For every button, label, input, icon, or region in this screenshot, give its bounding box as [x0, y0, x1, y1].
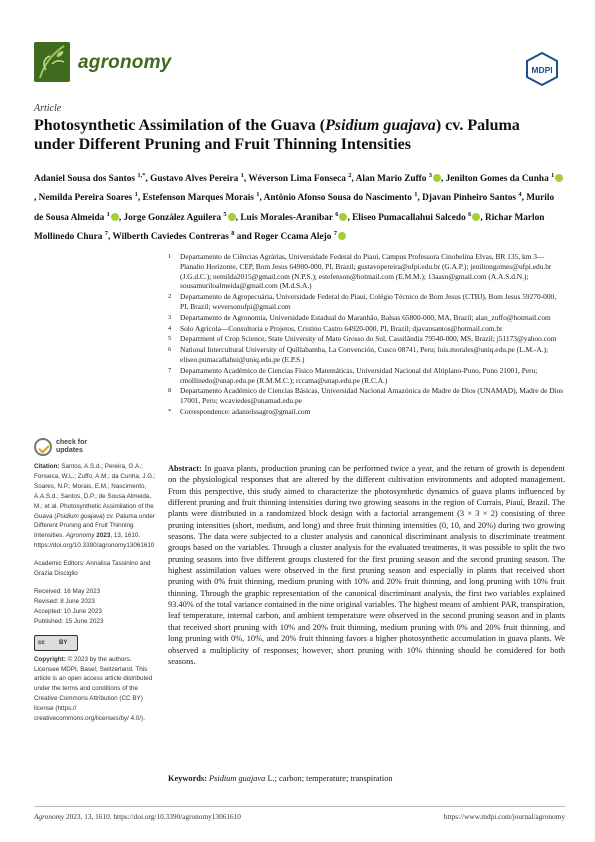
mdpi-logo-icon	[525, 52, 559, 86]
affiliation-text: National Intercultural University of Quillabamba, La Convención, Cusco 08741, Peru; luis.morales@uniq.edu.pe (L.M.-A.); eliseo.pumacallahui@uniq.edu.pe (E.P.S.)	[180, 345, 549, 364]
orcid-icon[interactable]	[111, 213, 119, 221]
footer-divider	[34, 806, 565, 807]
affiliation-number: 3	[168, 313, 172, 321]
affiliation-text: Departamento de Ciências Agrárias, Universidade Federal do Piauí, Campus Professora Cinobelina Elvas, BR 135, km 3—Planalto Horizonte, CEP, Bom Jesus 64900-000, PI, Brazil; gustavopereira@ufpi.edu.br (G.A.P.); jeniltongomes@ufpi.edu.br (J.G.d.C.); nemilda2015@gmail.com (N.P.S.); estefenson@hotmail.com (E.M.M.); 13aasn@gmail.com (A.A.S.d.N.); sousamuriloalmeida@gmail.com (M.d.S.A.)	[180, 252, 552, 291]
author-name: Estefenson Marques Morais $^1$	[142, 191, 260, 204]
author-affiliation-marker: 2	[348, 172, 352, 179]
date-accepted: Accepted: 10 June 2023	[34, 607, 102, 615]
orcid-icon[interactable]	[472, 213, 480, 221]
author-name: Antônio Afonso Sousa do Nascimento $^1$	[263, 191, 418, 204]
orcid-icon[interactable]	[228, 213, 236, 221]
affiliation-item	[168, 366, 564, 386]
author-affiliation-marker: 1,*	[137, 172, 146, 179]
author-affiliation-marker: 7	[333, 229, 337, 237]
affiliation-text: Departamento de Agropecuária, Universidade Federal do Piauí, Colégio Técnico de Bom Jesus (CTBJ), Bom Jesus 59270-000, PI, Brazil; weversonufpi@gmail.com	[180, 292, 557, 311]
date-received: Received: 16 May 2023	[34, 587, 101, 595]
author-name: Nemilda Pereira Soares $^1$	[38, 191, 138, 204]
affiliation-text: Correspondence: adanielssagro@gmail.com	[180, 406, 311, 416]
affiliation-number: 5	[168, 335, 172, 343]
author-affiliation-marker: 1	[134, 191, 138, 199]
sidebar	[34, 462, 156, 732]
check-updates-line2: updates	[56, 447, 83, 454]
affiliation-text: Departamento Académico de Ciencias Físico Matemáticas, Universidad Nacional del Altiplano-Puno, Puno 21001, Peru; rmollinedo@unap.edu.pe (R.M.M.C.); rccama@unap.edu.pe (R.C.A.)	[180, 365, 538, 385]
author-list: Adaniel Sousa dos Santos $^{1,*}$, Gustavo Alves Pereira $^1$, Wéverson Lima Fonseca $^2$, Alan Mario Zuffo $^3$ , Jenilton Gomes da Cunha $^1$, Nemilda Pereira Soares $^1$, Estefenson Marques Morais $^1$, Antônio Afonso Sousa do Nascimento $^1$, Djavan Pinheiro Santos $^4$, Murilo de Sousa Almeida $^1$ , Jorge González Aguilera $^5$ , Luis Morales-Aranibar $^6$ , Eliseo Pumacallahui Salcedo $^6$ , Richar Marlon Mollinedo Chura $^7$, Wilberth Caviedes Contreras $^8$ and Roger Ccama Alejo $^7$	[34, 168, 564, 245]
author-affiliation-marker: 5	[223, 210, 227, 218]
affiliation-number: 1	[168, 253, 172, 260]
orcid-icon[interactable]	[339, 213, 347, 221]
affiliation-number: 8	[168, 387, 172, 395]
affiliation-number: 7	[168, 366, 172, 374]
check-for-updates-button[interactable]	[34, 438, 104, 458]
author-name: Gustavo Alves Pereira $^1$	[150, 172, 244, 185]
orcid-icon[interactable]	[433, 174, 441, 182]
affiliation-item	[168, 407, 564, 417]
footer-citation[interactable]: Agronomy 2023, 13, 1610. https://doi.org/10.3390/agronomy13061610	[34, 812, 241, 821]
abstract-text: In guava plants, production pruning can be performed twice a year, and the return of growth is dependent on the physiological responses that are altered by the different cultivation environments and adopted management. From this perspective, this study aimed to characterize the photosynthetic dynamics of guava plants influenced by different pruning and fruit thinning intensities during two growing seasons in the region of Currais, Piauí, Brazil. The plants were distributed in a randomized block design with a factorial arrangement (3 × 3 × 2) consisting of three pruning intensities (short, medium, and long) and three fruit thinning intensities (0, 10, and 20%) during two growing seasons. The data were subjected to a cluster analysis and canonical discriminant analysis to discriminate treatment groups based on the variables. Through a cluster analysis for the evaluated treatments, it was possible to split the two pruning seasons into five different groups clustered for the first pruning season and the second pruning season. The highest assimilation values were observed in the first pruning season and especially in plants that received short pruning with 0% fruit thinning, medium pruning with 10% and 20% fruit thinning, and long pruning with 10% fruit thinning. Through the graphic representation of the canonical discriminant analysis, the first two variables explained 93.40% of the total variance contained in the nine original variables. The highest means of ambient PAR, transpiration, leaf temperature, internal carbon, and ambient temperature were observed in the second pruning season and in plants that received short pruning with 10% and 20% fruit thinning, medium pruning with 0% and 20% fruit thinning, and long pruning with 0%, 10%, and 20% fruit thinning favors a higher photosynthetic accumulation in guava plants. We observed a multiplicity of responses; however, short pruning with 10% thinning should be considered for both seasons.	[168, 464, 565, 666]
author-affiliation-marker: 7	[104, 229, 109, 237]
keywords-label: Keywords:	[168, 774, 207, 783]
copyright-block: Copyright: © 2023 by the authors. Licensee MDPI, Basel, Switzerland. This article is an open access article distributed under the terms and conditions of the Creative Commons Attribution (CC BY) license (https:// creativecommons.org/licenses/by/ 4.0/).	[34, 655, 153, 723]
journal-header	[34, 42, 565, 94]
author-name: Wéverson Lima Fonseca $^2$	[248, 172, 352, 185]
author-affiliation-marker: 1	[414, 191, 418, 199]
author-name: Luis Morales-Aranibar $^6$	[240, 213, 347, 223]
affiliation-text: Department of Crop Science, State University of Mato Grosso do Sul, Cassilândia 79540-000, MS, Brazil; j51173@yahoo.com	[180, 334, 557, 344]
affiliation-item	[168, 313, 564, 323]
author-affiliation-marker: 1	[240, 172, 244, 179]
affiliation-item	[168, 334, 564, 344]
citation-label: Citation:	[34, 463, 60, 470]
check-updates-icon	[34, 438, 52, 456]
author-name: Adaniel Sousa dos Santos $^{1,*}$	[34, 172, 146, 185]
affiliation-number: *	[168, 407, 172, 415]
author-name: Eliseo Pumacallahui Salcedo $^6$	[352, 213, 480, 223]
author-name: Djavan Pinheiro Santos $^4$	[422, 191, 522, 204]
author-affiliation-marker: 6	[468, 210, 472, 218]
author-affiliation-marker: 8	[231, 229, 235, 237]
author-name: Roger Ccama Alejo $^7$	[254, 232, 346, 242]
affiliation-item	[168, 386, 564, 406]
journal-logo-icon	[34, 42, 70, 82]
author-name: Jorge González Aguilera $^5$	[124, 213, 236, 223]
footer-journal-url[interactable]: https://www.mdpi.com/journal/agronomy	[443, 812, 565, 821]
abstract	[168, 463, 565, 667]
author-name: Murilo de Sousa Almeida $^1$	[34, 193, 555, 223]
citation-block: Citation: Santos, A.S.d.; Pereira, G.A.; Fonseca, W.L.; Zuffo, A.M.; da Cunha, J.G.; Soares, N.P.; Morais, E.M.; Nascimento, A.A.S.d.; Santos, D.P.; de Sousa Almeida, M.; et al. Photosynthetic Assimilation of the Guava (Psidium guajava) cv. Paluma under Different Pruning and Fruit Thinning Intensities. Agronomy 2023, 13, 1610. https://doi.org/10.3390/agronomy13061610	[34, 463, 156, 550]
author-affiliation-marker: 3	[428, 172, 432, 179]
author-affiliation-marker: 4	[518, 191, 522, 199]
dates	[34, 587, 156, 627]
orcid-icon[interactable]	[555, 174, 563, 182]
author-affiliation-marker: 6	[335, 210, 339, 218]
affiliation-number: 4	[168, 324, 172, 332]
cc-by-license-icon[interactable]: cc BY	[34, 635, 78, 651]
author-name: Alan Mario Zuffo $^3$	[356, 174, 441, 184]
affiliation-item	[168, 252, 564, 291]
affiliations	[168, 252, 564, 418]
affiliation-number: 2	[168, 293, 172, 301]
svg-text:MDPI: MDPI	[531, 65, 553, 75]
academic-editors: Academic Editors: Annalisa Tassinino and Grazia Disciglio	[34, 560, 151, 578]
affiliation-item	[168, 324, 564, 334]
paper-title: Photosynthetic Assimilation of the Guava (Psidium guajava) cv. Paluma under Different Pruning and Fruit Thinning Intensities	[34, 117, 520, 153]
affiliation-text: Departamento de Agronomia, Universidade Estadual do Maranhão, Balsas 65800-000, MA, Brazil; alan_zuffo@hotmail.com	[180, 312, 551, 322]
author-affiliation-marker: 1	[551, 172, 555, 179]
author-name: Richar Marlon Mollinedo Chura $^7$	[34, 212, 545, 242]
author-name: Wilberth Caviedes Contreras $^8$	[112, 229, 235, 242]
date-published: Published: 15 June 2023	[34, 617, 104, 625]
affiliation-item	[168, 292, 564, 312]
affiliation-item	[168, 345, 564, 365]
orcid-icon[interactable]	[338, 232, 346, 240]
journal-name: agronomy	[78, 52, 172, 73]
keywords: Keywords: Psidium guajava L.; carbon; temperature; transpiration	[168, 774, 393, 783]
check-updates-line1: check for	[56, 439, 88, 446]
affiliation-text: Departamento Académico de Ciencias Básicas, Universidad Nacional Amazónica de Madre de Dios (UNAMAD), Madre de Dios 17001, Peru; wcaviedes@unamad.edu.pe	[180, 386, 564, 406]
abstract-label: Abstract:	[168, 464, 202, 473]
author-affiliation-marker: 1	[256, 191, 260, 199]
article-type: Article	[34, 103, 62, 114]
date-revised: Revised: 8 June 2023	[34, 597, 95, 605]
author-name: Jenilton Gomes da Cunha $^1$	[446, 174, 564, 184]
affiliation-number: 6	[168, 346, 172, 354]
affiliation-text: Solo Agrícola—Consultoria e Projetos, Cristino Castro 64920-000, PI, Brazil; djavansantos@hotmail.com.br	[180, 323, 503, 333]
author-affiliation-marker: 1	[106, 210, 110, 218]
